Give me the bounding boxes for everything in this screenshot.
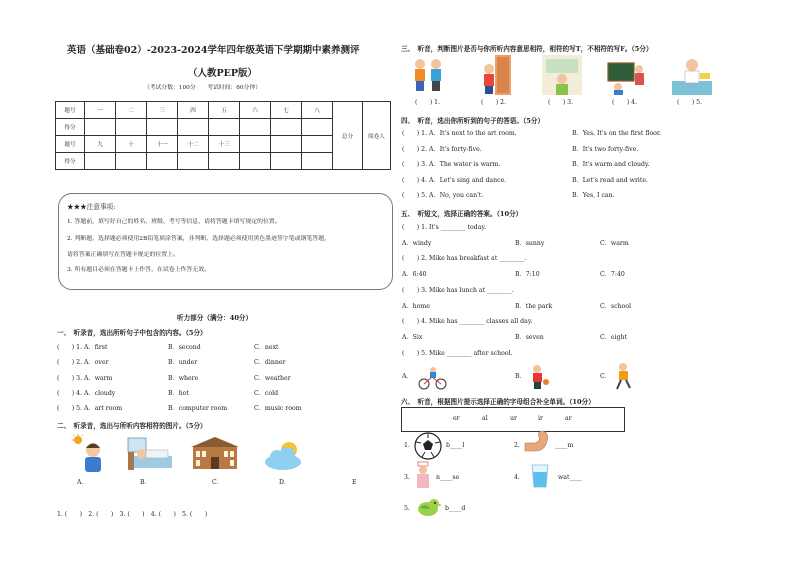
letter-option: ar [565, 415, 572, 422]
boy-cooking-picture [672, 55, 712, 95]
q2-label: C． [212, 479, 223, 486]
q1-option: B．where [168, 375, 199, 382]
score-table-cell [240, 136, 271, 153]
q1-option: B．second [168, 344, 201, 351]
q1-option: B．computer room [168, 405, 228, 412]
q2-answers[interactable]: 1. ( ) 2. ( ) 3. ( ) 4. ( ) 5. ( ) [57, 511, 208, 518]
score-table-cell [302, 136, 333, 153]
classroom-picture [542, 55, 582, 95]
score-table-cell: 七 [271, 102, 302, 119]
notice-item: 3. 所有题目必须在答题卡上作答，在试卷上作答无效。 [67, 267, 210, 273]
notice-item: 请将答案正确填写在答题卡规定的位置上。 [67, 252, 179, 258]
q5-stem: ( ) 4. Mike has ________ classes all day. [402, 318, 533, 325]
score-entry-cell[interactable] [209, 153, 240, 170]
q5-option: C． [600, 373, 611, 380]
q6-word[interactable]: n____se [436, 474, 460, 481]
q6-word[interactable]: ____m [555, 442, 574, 449]
notice-item: 2. 判断题、选择题必须使用2B铅笔填涂答案，非判断、选择题必须使用黑色墨迹签字笔或钢笔答题， [67, 236, 330, 242]
score-table-cell: 六 [240, 102, 271, 119]
score-table-cell: 十二 [178, 136, 209, 153]
q6-heading: 六、 听音，根据图片提示选择正确的字母组合补全单词。（10分） [401, 398, 595, 406]
score-table-cell: 十三 [209, 136, 240, 153]
q1-item: ( ) 1. A．first [57, 344, 108, 351]
q4-item: ( ) 4. A．Let's sing and dance. [402, 177, 507, 184]
q4-option: B．Let's read and write. [572, 177, 649, 184]
q2-label: A． [77, 479, 88, 486]
q3-answer[interactable]: ( ) 1. [415, 99, 441, 106]
score-table-cell: 四 [178, 102, 209, 119]
q4-item: ( ) 2. A．It's forty-five. [402, 146, 482, 153]
score-entry-cell[interactable] [85, 153, 116, 170]
running-picture [612, 362, 634, 390]
boys-playing-picture [411, 57, 445, 93]
q4-option: B．Yes, I can. [572, 192, 615, 199]
q2-label: B． [140, 479, 151, 486]
score-entry-cell[interactable] [147, 119, 178, 136]
bedroom-picture [128, 436, 174, 472]
score-entry-cell[interactable] [240, 119, 271, 136]
q6-item-number: 4. [514, 474, 520, 481]
q5-option: A．Six [402, 334, 423, 341]
q1-option: C．next [254, 344, 279, 351]
q2-label: E [352, 479, 357, 486]
score-entry-cell[interactable] [178, 119, 209, 136]
score-table-cell: 五 [209, 102, 240, 119]
q5-stem: ( ) 5. Mike ________ after school. [402, 350, 513, 357]
q5-option: B． [515, 373, 526, 380]
q2-heading: 二、 听录音，选出与所听内容相符的图片。（5分） [57, 422, 207, 430]
q1-item: ( ) 5. A．art room [57, 405, 123, 412]
letter-option: ir [538, 415, 543, 422]
q5-option: B．seven [515, 334, 544, 341]
listening-part-title: 听力部分（满分：40分） [177, 314, 253, 322]
score-table-cell [271, 153, 302, 170]
score-entry-cell[interactable] [147, 153, 178, 170]
score-entry-cell[interactable] [302, 119, 333, 136]
page-title: 英语（基础卷02）-2023-2024学年四年级英语下学期期中素养测评 [67, 45, 360, 56]
q1-heading: 一、 听录音，选出所听句子中包含的内容。（5分） [57, 329, 207, 337]
q5-option: A．home [402, 303, 430, 310]
teacher-board-picture [608, 55, 648, 95]
score-table-cell: 题号 [56, 102, 85, 119]
q3-answer[interactable]: ( ) 3. [548, 99, 574, 106]
q1-option: C．dinner [254, 359, 286, 366]
q3-answer[interactable]: ( ) 4. [612, 99, 638, 106]
exam-info: （考试分数：100分 考试时间：60分钟） [144, 85, 261, 91]
score-entry-cell[interactable] [85, 119, 116, 136]
score-table-cell: 二 [116, 102, 147, 119]
q5-stem: ( ) 1. It's ________ today. [402, 224, 487, 231]
water-glass-picture [530, 463, 550, 489]
score-table-cell [271, 136, 302, 153]
q2-label: D． [279, 479, 291, 486]
q1-item: ( ) 3. A．warm [57, 375, 113, 382]
score-table-cell: 得分 [56, 119, 85, 136]
score-table-cell: 三 [147, 102, 178, 119]
q6-item-number: 1. [404, 442, 410, 449]
score-table-cell: 九 [85, 136, 116, 153]
total-score-cell: 总分 [333, 102, 363, 170]
q5-stem: ( ) 2. Mike has breakfast at ________. [402, 255, 527, 262]
letter-option: er [453, 415, 460, 422]
q4-option: B．It's warm and cloudy. [572, 161, 650, 168]
q4-item: ( ) 5. A．No, you can't. [402, 192, 484, 199]
q3-heading: 三、 听音，判断图片是否与你所听内容意思相符，相符的写T，不相符的写F。（5分） [401, 45, 653, 53]
boy-door-picture [477, 55, 517, 95]
grader-cell: 阅卷人 [363, 102, 391, 170]
q1-item: ( ) 2. A．over [57, 359, 109, 366]
score-table-cell: 八 [302, 102, 333, 119]
q1-option: C．cold [254, 390, 279, 397]
score-table [55, 101, 391, 170]
q5-option: C．school [600, 303, 631, 310]
q6-word[interactable]: b____l [446, 442, 465, 449]
q5-option: C．7:40 [600, 271, 625, 278]
q5-option: C．warm [600, 240, 629, 247]
q5-option: B．sunny [515, 240, 545, 247]
hot-sun-boy-picture [72, 433, 106, 475]
letter-option: ur [510, 415, 517, 422]
basketball-picture [527, 364, 549, 390]
q4-item: ( ) 3. A．The water is warm. [402, 161, 501, 168]
q1-item: ( ) 4. A．cloudy [57, 390, 116, 397]
q4-option: B．It's two forty-five. [572, 146, 639, 153]
score-entry-cell[interactable] [209, 119, 240, 136]
score-table-cell: 一 [85, 102, 116, 119]
score-entry-cell[interactable] [116, 153, 147, 170]
q6-item-number: 2. [514, 442, 520, 449]
notice-item: 1. 答题前，填写好自己的姓名、班级、考号等信息，请将答题卡填写规定的位置。 [67, 219, 281, 225]
q5-heading: 五、 听短文，选择正确的答案。（10分） [401, 210, 523, 218]
arm-picture [523, 429, 553, 455]
q5-option: A．windy [402, 240, 432, 247]
score-table-cell [240, 153, 271, 170]
q5-option: B．7:10 [515, 271, 540, 278]
score-table-cell: 得分 [56, 153, 85, 170]
q5-stem: ( ) 3. Mike has lunch at ________. [402, 287, 514, 294]
bird-picture [414, 496, 442, 520]
school-building-picture [189, 437, 241, 471]
q5-option: A．6:40 [402, 271, 427, 278]
q6-word[interactable]: wat____ [558, 474, 582, 481]
q6-item-number: 5. [404, 505, 410, 512]
letter-option: al [482, 415, 488, 422]
score-entry-cell[interactable] [116, 119, 147, 136]
score-table-cell: 题号 [56, 136, 85, 153]
q5-option: C．eight [600, 334, 627, 341]
q4-heading: 四、 听音，选出你所听到的句子的答语。（5分） [401, 117, 545, 125]
score-entry-cell[interactable] [271, 119, 302, 136]
page-subtitle: （人教PEP版） [188, 68, 258, 79]
q4-item: ( ) 1. A．It's next to the art room. [402, 130, 517, 137]
cloudy-weather-picture [263, 440, 307, 472]
score-table-cell: 十一 [147, 136, 178, 153]
q1-option: C．music room [254, 405, 302, 412]
q5-option: B．the park [515, 303, 553, 310]
notice-heading: ★★★注意事项: [67, 203, 116, 211]
cycling-picture [418, 367, 448, 391]
q1-option: B．hot [168, 390, 189, 397]
q1-option: C．weather [254, 375, 291, 382]
score-table-cell: 十 [116, 136, 147, 153]
q6-word[interactable]: b____d [445, 505, 466, 512]
q4-option: B．Yes. It's on the first floor. [572, 130, 662, 137]
q6-item-number: 3. [404, 474, 410, 481]
q5-option: A． [402, 373, 413, 380]
q3-answer[interactable]: ( ) 2. [481, 99, 507, 106]
q3-answer[interactable]: ( ) 5. [677, 99, 703, 106]
ball-picture [413, 431, 443, 461]
nurse-picture [413, 462, 433, 490]
q1-option: B．under [168, 359, 198, 366]
score-entry-cell[interactable] [178, 153, 209, 170]
score-table-cell [302, 153, 333, 170]
